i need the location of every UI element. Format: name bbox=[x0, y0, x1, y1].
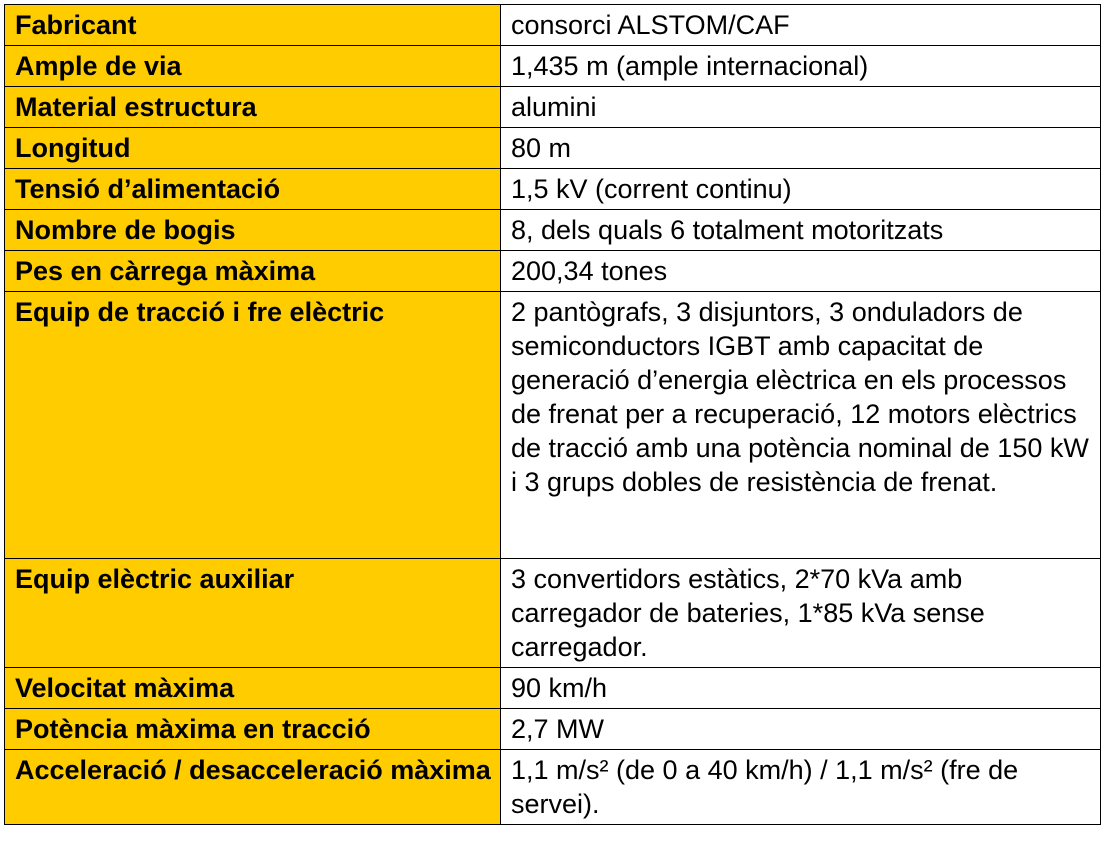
table-row bbox=[5, 128, 1101, 169]
table-row bbox=[5, 668, 1101, 709]
row-value: 1,1 m/s² (de 0 a 40 km/h) / 1,1 m/s² (fre de servei). bbox=[501, 750, 1101, 825]
table-row bbox=[5, 709, 1101, 750]
row-label: Longitud bbox=[5, 128, 501, 169]
row-value: consorci ALSTOM/CAF bbox=[501, 5, 1101, 46]
row-value: 2,7 MW bbox=[501, 709, 1101, 750]
table-row bbox=[5, 750, 1101, 825]
row-label: Ample de via bbox=[5, 46, 501, 87]
row-value: 80 m bbox=[501, 128, 1101, 169]
row-label: Velocitat màxima bbox=[5, 668, 501, 709]
row-value: 3 convertidors estàtics, 2*70 kVa amb carregador de bateries, 1*85 kVa sense carregador. bbox=[501, 559, 1101, 668]
row-label: Equip elèctric auxiliar bbox=[5, 559, 501, 668]
table-row bbox=[5, 210, 1101, 251]
row-value: 200,34 tones bbox=[501, 251, 1101, 292]
row-value: 1,435 m (ample internacional) bbox=[501, 46, 1101, 87]
table-row bbox=[5, 5, 1101, 46]
row-label: Tensió d’alimentació bbox=[5, 169, 501, 210]
table-row bbox=[5, 46, 1101, 87]
row-label: Material estructura bbox=[5, 87, 501, 128]
table-row bbox=[5, 251, 1101, 292]
table-row bbox=[5, 169, 1101, 210]
row-label: Acceleració / desacceleració màxima bbox=[5, 750, 501, 825]
table-row bbox=[5, 292, 1101, 559]
row-value: alumini bbox=[501, 87, 1101, 128]
row-label: Pes en càrrega màxima bbox=[5, 251, 501, 292]
row-value: 90 km/h bbox=[501, 668, 1101, 709]
row-value: 2 pantògrafs, 3 disjuntors, 3 onduladors de semiconductors IGBT amb capacitat de generació d’energia elèctrica en els processos de frenat per a recuperació, 12 motors elèctrics de tracció amb una potència nominal de 150 kW i 3 grups dobles de resistència de frenat. bbox=[501, 292, 1101, 559]
row-label: Fabricant bbox=[5, 5, 501, 46]
row-label: Equip de tracció i fre elèctric bbox=[5, 292, 501, 559]
row-label: Nombre de bogis bbox=[5, 210, 501, 251]
table-row bbox=[5, 559, 1101, 668]
row-value: 8, dels quals 6 totalment motoritzats bbox=[501, 210, 1101, 251]
row-value: 1,5 kV (corrent continu) bbox=[501, 169, 1101, 210]
table-row bbox=[5, 87, 1101, 128]
row-label: Potència màxima en tracció bbox=[5, 709, 501, 750]
specifications-table bbox=[4, 4, 1101, 825]
